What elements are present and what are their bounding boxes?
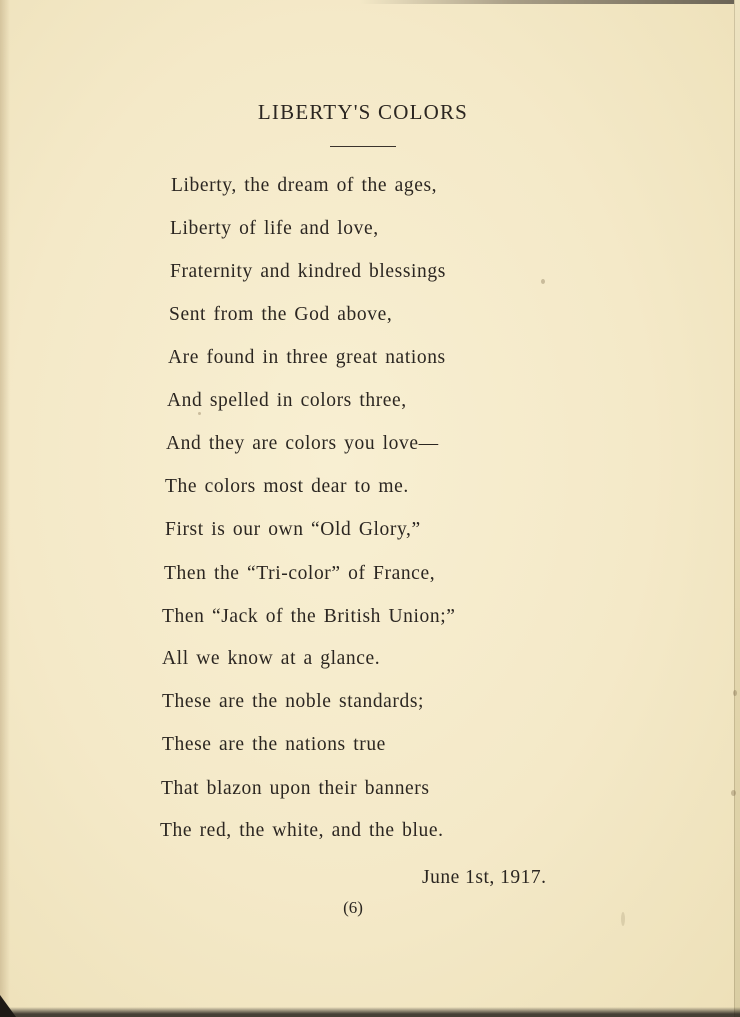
poem-line: All we know at a glance. bbox=[162, 648, 381, 669]
poem-line: These are the noble standards; bbox=[162, 691, 425, 712]
poem-line: Then “Jack of the British Union;” bbox=[162, 606, 456, 627]
poem-line: First is our own “Old Glory,” bbox=[165, 519, 421, 540]
poem-line: Sent from the God above, bbox=[169, 304, 393, 325]
page-number: (6) bbox=[343, 898, 363, 917]
poem-line: And they are colors you love— bbox=[166, 433, 439, 454]
poem-line: Liberty of life and love, bbox=[170, 218, 379, 239]
poem-line: These are the nations true bbox=[162, 734, 386, 755]
poem-line: Liberty, the dream of the ages, bbox=[171, 175, 438, 196]
poem-line: Are found in three great nations bbox=[168, 347, 446, 368]
poem-line: The colors most dear to me. bbox=[165, 476, 409, 497]
poem-line: And spelled in colors three, bbox=[167, 390, 407, 411]
poem-line: That blazon upon their banners bbox=[161, 778, 430, 799]
poem-line: Then the “Tri-color” of France, bbox=[164, 563, 436, 584]
poem-title: LIBERTY'S COLORS bbox=[257, 100, 469, 124]
poem-line: The red, the white, and the blue. bbox=[160, 820, 444, 841]
poem-line: Fraternity and kindred blessings bbox=[170, 261, 446, 282]
poem-date: June 1st, 1917. bbox=[422, 867, 547, 888]
